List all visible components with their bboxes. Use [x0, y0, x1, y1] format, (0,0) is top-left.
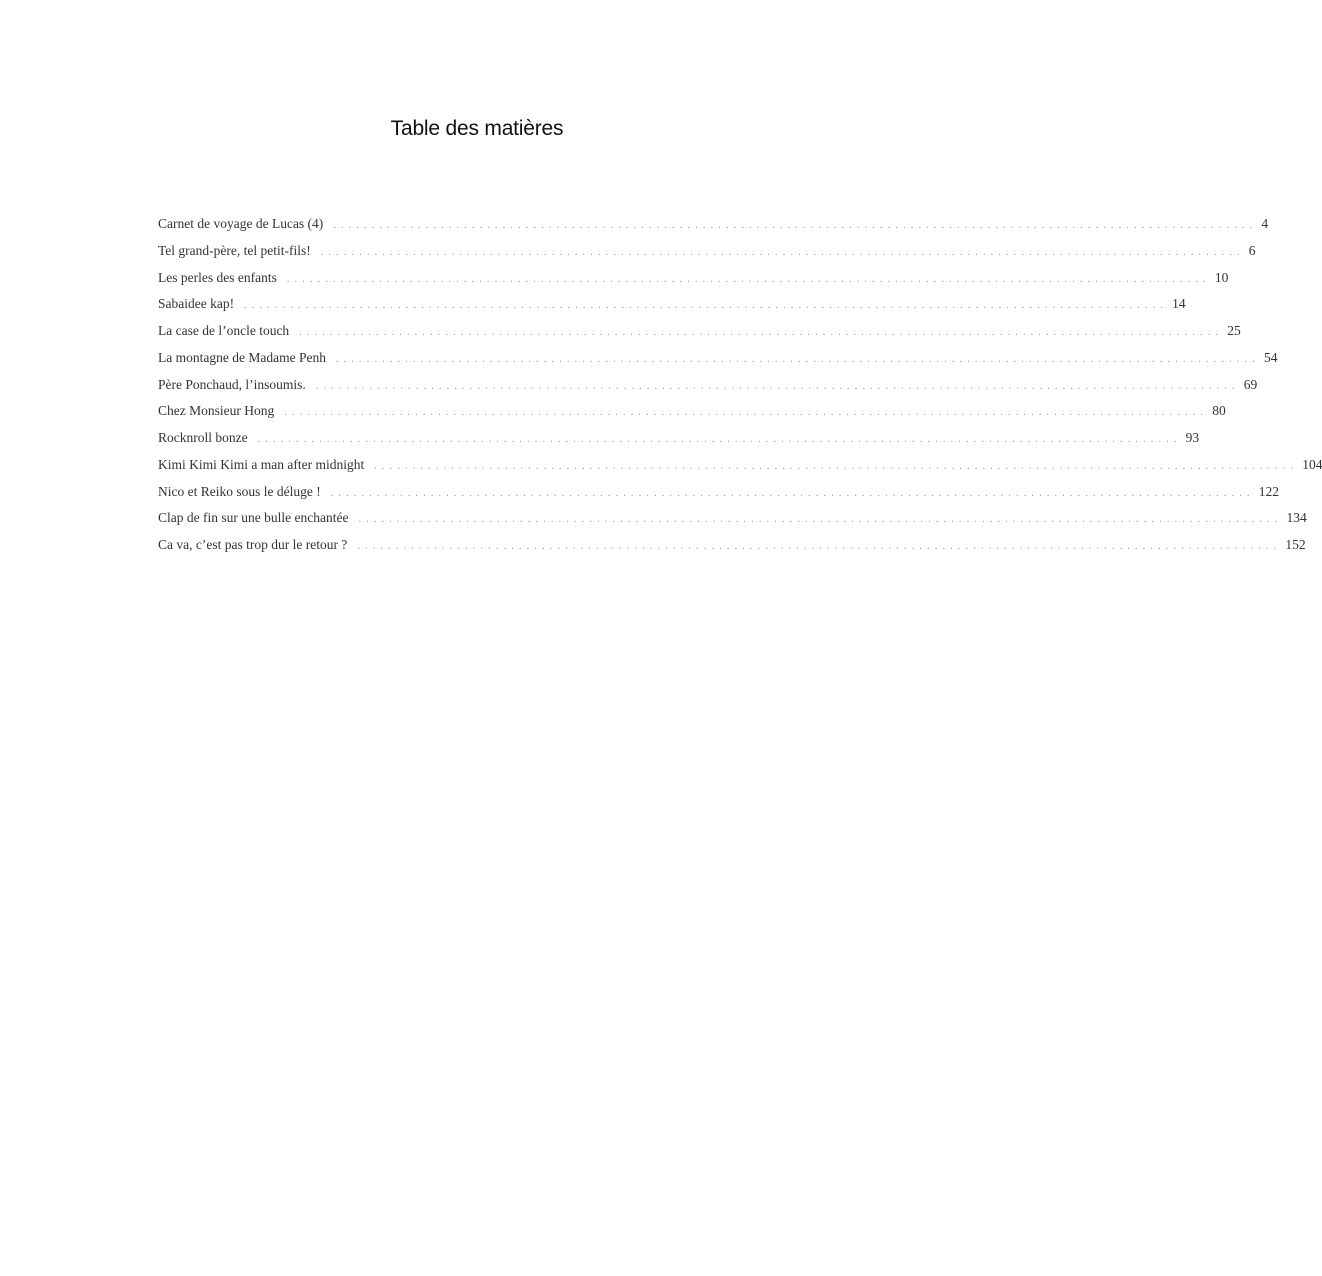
toc-entry[interactable]: [158, 214, 1269, 241]
toc-entry[interactable]: [158, 401, 1226, 428]
toc-entry-title[interactable]: Carnet de voyage de Lucas (4): [158, 216, 324, 231]
toc-entry-page[interactable]: 80: [1212, 403, 1226, 419]
toc-entry-page[interactable]: 122: [1258, 483, 1279, 499]
toc-entry-page[interactable]: 134: [1286, 510, 1307, 526]
toc-entry-page[interactable]: 14: [1172, 296, 1186, 312]
toc-entry[interactable]: [158, 268, 1229, 295]
toc-dot-leader: ........................................................................................................................: [284, 407, 1209, 419]
toc-entry-page[interactable]: 54: [1263, 349, 1278, 365]
toc-dot-leader: ........................................................................................................................: [315, 380, 1240, 392]
toc-entry-title[interactable]: Kimi Kimi Kimi a man after midnight: [158, 456, 365, 472]
toc-dot-leader: ........................................................................................................................: [330, 487, 1255, 499]
page-title: Table des matières: [390, 117, 564, 140]
toc-entry-page[interactable]: 93: [1185, 430, 1200, 445]
toc-entry-title[interactable]: Tel grand-père, tel petit-fils!: [158, 242, 311, 258]
toc-dot-leader: ........................................................................................................................: [335, 353, 1260, 365]
toc-entry[interactable]: [158, 535, 1306, 562]
toc-entry-title[interactable]: Sabaidee kap!: [158, 296, 235, 312]
toc-entry-page[interactable]: 152: [1285, 537, 1306, 552]
toc-dot-leader: ........................................................................................................................: [357, 541, 1282, 552]
toc-entry-title[interactable]: La montagne de Madame Penh: [158, 349, 326, 365]
toc-entry-title[interactable]: Les perles des enfants: [158, 269, 277, 285]
toc-entry[interactable]: [158, 321, 1241, 348]
toc-entry-page[interactable]: 6: [1248, 242, 1256, 258]
toc-entry-title[interactable]: Nico et Reiko sous le déluge !: [158, 483, 321, 499]
toc-dot-leader: ........................................................................................................................: [320, 246, 1245, 258]
toc-dot-leader: ........................................................................................................................: [374, 460, 1299, 472]
toc-entry-page[interactable]: 25: [1227, 323, 1241, 338]
toc-entry[interactable]: [158, 482, 1279, 509]
toc-entry-title[interactable]: Chez Monsieur Hong: [158, 403, 275, 419]
toc-entry-title[interactable]: Clap de fin sur une bulle enchantée: [158, 510, 349, 526]
toc-dot-leader: ........................................................................................................................: [244, 300, 1169, 312]
toc-entry-page[interactable]: 10: [1214, 269, 1229, 285]
toc-entry-title[interactable]: La case de l’oncle touch: [158, 323, 290, 338]
toc-entry-page[interactable]: 69: [1243, 376, 1258, 392]
toc-dot-leader: ........................................................................................................................: [257, 434, 1182, 445]
toc-entry-title[interactable]: Rocknroll bonze: [158, 430, 248, 445]
toc-entry-page[interactable]: 4: [1261, 216, 1269, 231]
toc-dot-leader: ........................................................................................................................: [358, 514, 1283, 526]
toc-entry-title[interactable]: Père Ponchaud, l’insoumis.: [158, 376, 306, 392]
toc-dot-leader: ........................................................................................................................: [286, 273, 1211, 285]
toc-entry[interactable]: [158, 375, 1258, 402]
toc-entry[interactable]: [158, 428, 1200, 455]
toc-entry[interactable]: [158, 508, 1307, 535]
toc-dot-leader: ........................................................................................................................: [299, 327, 1224, 338]
toc-entry-page[interactable]: 104: [1302, 456, 1322, 472]
toc-entry[interactable]: [158, 348, 1278, 375]
toc-entry[interactable]: [158, 455, 1322, 482]
toc-dot-leader: ........................................................................................................................: [333, 220, 1258, 231]
table-of-contents: [158, 214, 1322, 562]
toc-entry[interactable]: [158, 294, 1186, 321]
toc-entry[interactable]: [158, 241, 1256, 268]
toc-entry-title[interactable]: Ca va, c’est pas trop dur le retour ?: [158, 537, 348, 552]
